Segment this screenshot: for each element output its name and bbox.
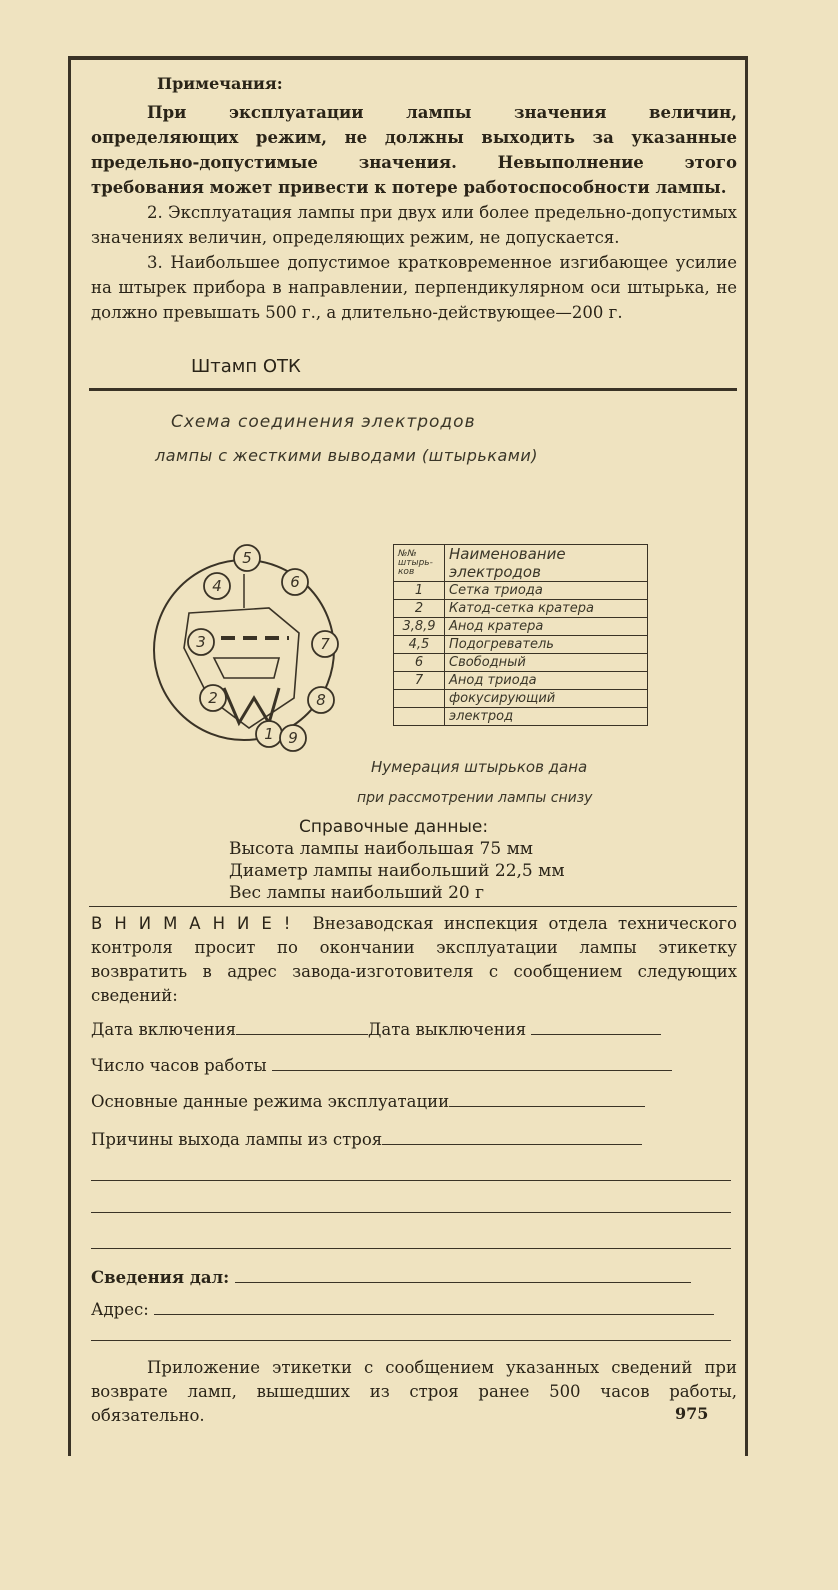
end-date-label: Дата выключения (368, 1020, 527, 1039)
table-row: 4,5 Подогреватель (394, 636, 648, 654)
reference-title: Справочные данные: (299, 817, 489, 837)
address-line[interactable] (91, 1340, 731, 1341)
pin-8-label: 8 (316, 691, 326, 709)
reference-height: Высота лампы наибольшая 75 мм (229, 839, 534, 859)
header-name: Наименование электродов (445, 545, 648, 582)
table-row: 3,8,9 Анод кратера (394, 618, 648, 636)
table-row: 7 Анод триода (394, 672, 648, 690)
failure-row (91, 1130, 642, 1149)
note-1: При эксплуатации лампы значения величин, определяющих режим, не должны выходить за указанные предельно-допустимые значения. Невыполнение этого требования может привести к потере работоспособности лампы. (91, 103, 737, 197)
notes-title: Примечания: (157, 74, 283, 93)
pin-6-label: 6 (290, 573, 300, 591)
end-date-field[interactable] (531, 1020, 661, 1035)
address-label: Адрес: (91, 1300, 149, 1319)
mode-label: Основные данные режима эксплуатации (91, 1092, 450, 1111)
hours-label: Число часов работы (91, 1056, 267, 1075)
pin-diagram (129, 538, 369, 768)
failure-label: Причины выхода лампы из строя (91, 1130, 383, 1149)
start-date-field[interactable] (236, 1020, 368, 1035)
pin-3-label: 3 (196, 633, 206, 651)
pin-note-line1: Нумерация штырьков дана (371, 758, 588, 776)
scheme-title: Схема соединения электродов (171, 412, 476, 432)
pin-note-line2: при рассмотрении лампы снизу (357, 790, 593, 806)
pin-7-label: 7 (320, 635, 330, 653)
reference-diameter: Диаметр лампы наибольший 22,5 мм (229, 861, 565, 881)
pin-2-label: 2 (208, 689, 218, 707)
electrode-outline (184, 608, 299, 728)
address-field[interactable] (154, 1300, 714, 1315)
pin-5-label: 5 (242, 549, 252, 567)
scheme-subtitle: лампы с жесткими выводами (штырьками) (155, 446, 538, 465)
table-row: 1 Сетка триода (394, 582, 648, 600)
table-row: 6 Свободный (394, 654, 648, 672)
failure-line[interactable] (91, 1212, 731, 1213)
pin-9-label: 9 (288, 729, 298, 747)
table-row: 2 Катод-сетка кратера (394, 600, 648, 618)
start-end-date-row (91, 1020, 661, 1039)
attention-header: ВНИМАНИЕ! (91, 914, 303, 933)
start-date-label: Дата включения (91, 1020, 236, 1039)
hours-row (91, 1056, 672, 1075)
reference-weight: Вес лампы наибольший 20 г (229, 883, 485, 903)
form-code: 975 (675, 1404, 709, 1423)
pin-1-label: 1 (264, 725, 274, 743)
address-row (91, 1300, 714, 1319)
note-2: 2. Эксплуатация лампы при двух или более предельно-допустимых значениях величин, определяющих режим, не допускается. (91, 203, 737, 247)
notes-text (91, 100, 737, 325)
label-sheet (68, 56, 748, 1456)
table-row: фокусирующий (394, 690, 648, 708)
submitted-by-row (91, 1268, 691, 1287)
pin-table (393, 544, 648, 726)
submitted-by-field[interactable] (235, 1268, 691, 1283)
failure-line[interactable] (91, 1248, 731, 1249)
note-3: 3. Наибольшее допустимое кратковременное изгибающее усилие на штырек прибора в направлении, перпендикулярном оси штырька, не должно превышать 500 г., а длительно-действующее—200 г. (91, 253, 737, 322)
hours-field[interactable] (272, 1056, 672, 1071)
cathode-shape (224, 688, 279, 723)
reference-data (229, 816, 565, 904)
mode-row (91, 1092, 645, 1111)
attention-text: Внезаводская инспекция отдела технического контроля просит по окончании эксплуатации лампы этикетку возвратить в адрес завода-изготовителя с сообщением следующих сведений: (91, 914, 737, 1005)
failure-field[interactable] (382, 1130, 642, 1145)
submitted-by-label: Сведения дал: (91, 1268, 230, 1287)
pin-4-label: 4 (212, 577, 222, 595)
divider (89, 906, 737, 907)
divider (89, 388, 737, 391)
mode-field[interactable] (449, 1092, 645, 1107)
table-header (394, 545, 648, 582)
failure-line[interactable] (91, 1180, 731, 1181)
footer-text: Приложение этикетки с сообщением указанных сведений при возврате ламп, вышедших из строя ранее 500 часов работы, обязательно. (91, 1358, 737, 1425)
attention-block (91, 912, 737, 1008)
header-num: №№ штырь-ков (394, 545, 445, 582)
table-row: электрод (394, 708, 648, 726)
otk-stamp-label: Штамп ОТК (191, 356, 301, 377)
